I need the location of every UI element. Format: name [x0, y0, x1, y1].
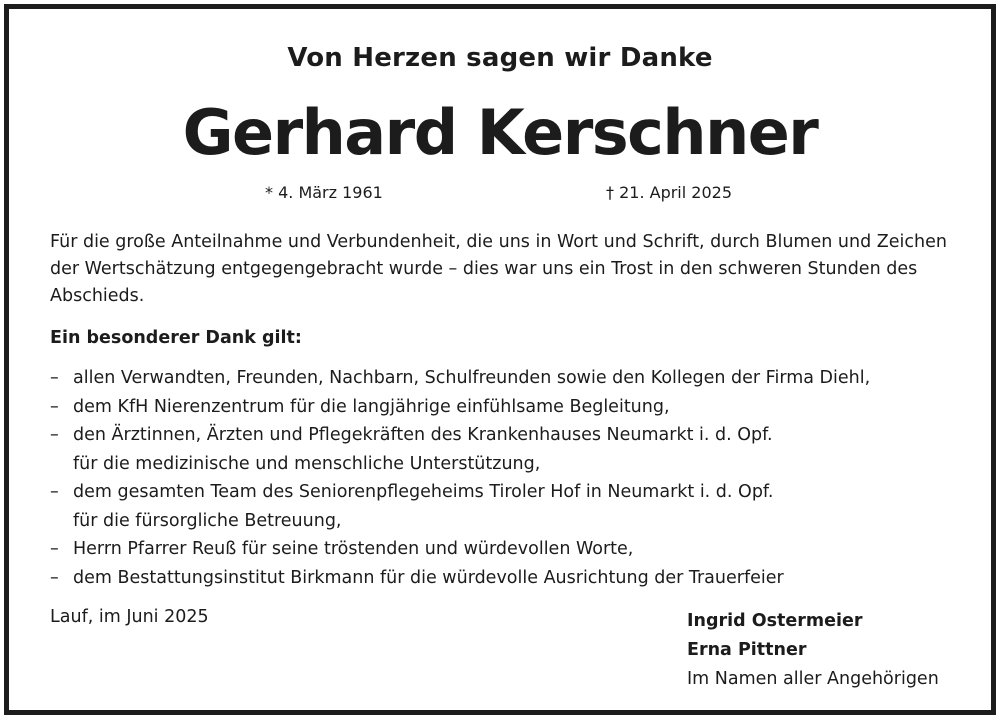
notice-greeting: Von Herzen sagen wir Danke: [287, 43, 713, 73]
intro-line: Für die große Anteilnahme und Verbundenheit, die uns in Wort und Schrift, durch Blumen und Zeichen: [50, 232, 947, 252]
list-item: [50, 421, 870, 478]
list-item-text: den Ärztinnen, Ärzten und Pflegekräften des Krankenhauses Neumarkt i. d. Opf.: [73, 425, 773, 445]
intro-line: der Wertschätzung entgegengebracht wurde – dies war uns ein Trost in den schweren Stunden des: [50, 259, 918, 279]
list-item: [50, 564, 870, 593]
list-dash: –: [50, 368, 59, 388]
list-item: [50, 364, 870, 393]
list-dash: –: [50, 396, 59, 417]
list-item: [50, 535, 870, 564]
signer-note: Im Namen aller Angehörigen: [687, 669, 939, 689]
list-item-text: dem Bestattungsinstitut Birkmann für die würdevolle Ausrichtung der Trauerfeier: [73, 567, 784, 588]
signer-name: Ingrid Ostermeier: [687, 611, 863, 631]
list-dash: –: [50, 539, 59, 559]
list-dash: –: [50, 482, 59, 502]
list-item-text: Herrn Pfarrer Reuß für seine tröstenden und würdevollen Worte,: [73, 539, 634, 559]
list-item: [50, 478, 870, 535]
place-date: Lauf, im Juni 2025: [50, 607, 209, 627]
list-item: [50, 393, 870, 422]
intro-line: Abschieds.: [50, 286, 145, 306]
deceased-name: Gerhard Kerschner: [182, 96, 818, 169]
list-item-text: allen Verwandten, Freunden, Nachbarn, Schulfreunden sowie den Kollegen der Firma Diehl,: [73, 368, 871, 388]
signer-name: Erna Pittner: [687, 640, 807, 660]
special-thanks-heading: Ein besonderer Dank gilt:: [50, 328, 302, 348]
signers-block: [687, 607, 939, 694]
list-dash: –: [50, 567, 59, 588]
birth-date: * 4. März 1961: [265, 183, 383, 202]
thanks-list: [50, 364, 870, 592]
list-item-text: dem gesamten Team des Seniorenpflegeheims Tiroler Hof in Neumarkt i. d. Opf.: [73, 482, 774, 502]
death-date: † 21. April 2025: [606, 183, 732, 202]
intro-paragraph: [50, 229, 950, 310]
list-item-text: für die medizinische und menschliche Unterstützung,: [73, 453, 541, 474]
list-item-text: für die fürsorgliche Betreuung,: [73, 510, 342, 531]
list-dash: –: [50, 425, 59, 445]
list-item-text: dem KfH Nierenzentrum für die langjährige einfühlsame Begleitung,: [73, 396, 670, 417]
